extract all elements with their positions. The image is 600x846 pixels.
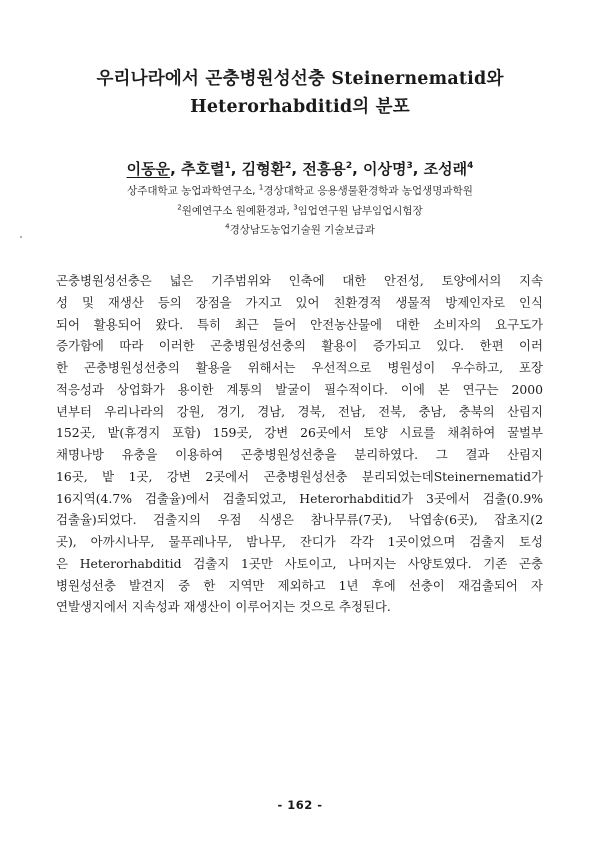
author-affiliation-mark: 4 (467, 161, 474, 171)
abstract-line: 성 및 재생산 등의 장점을 가지고 있어 친환경적 생물적 방제인자로 인식 (56, 294, 543, 310)
abstract-line: 한 곤충병원성선충의 활용을 위해서는 우선적으로 병원성이 우수하고, 포장 (56, 360, 543, 375)
abstract-line: 152곳, 밭(휴경지 포함) 159곳, 강변 26곳에서 토양 시료를 채취하여 꿀벌부 (56, 425, 543, 441)
page-number: - 162 - (277, 798, 323, 812)
author-separator: , (291, 160, 303, 178)
affiliation-text: 원예연구소 원예환경과, (181, 205, 294, 217)
abstract-line: 곳), 아까시나무, 물푸레나무, 밤나무, 잔디가 각각 1곳이었으며 검출지 토성 (56, 534, 543, 549)
abstract-line: 병원성선충 발견지 중 한 지역만 제외하고 1년 후에 선충이 재검출되어 자 (56, 577, 543, 593)
abstract-line: 증가함에 따라 이러한 곤충병원성선충의 활용이 증가되고 있다. 한편 이러 (56, 338, 543, 354)
paper-title-line-2: Heterorhabditid의 분포 (190, 97, 410, 117)
affiliation-line-1 (40, 183, 560, 199)
author-separator: , (170, 160, 181, 178)
scan-speck (20, 236, 22, 238)
affiliation-mark: 3 (293, 203, 298, 212)
affiliation-text: 임업연구원 남부임업시험장 (297, 205, 423, 217)
author-affiliation-mark: 3 (406, 161, 413, 171)
abstract-line: 되어 활용되어 왔다. 특히 최근 들어 안전농산물에 대한 소비자의 요구도가 (56, 316, 543, 332)
abstract-line: 16지역(4.7% 검출율)에서 검출되었고, Heterorhabditid가 3곳에서 검출(0.9% (56, 490, 543, 506)
affiliation-line-3 (40, 222, 560, 238)
abstract-body (56, 270, 543, 618)
abstract-line: 은 Heterorhabditid 검출지 1곳만 사토이고, 나머지는 사양토였다. 기존 곤충 (56, 555, 543, 571)
affiliation-mark: 2 (177, 203, 182, 212)
author-name: 이상명 (363, 160, 407, 178)
author-name: 추호렬 (180, 160, 225, 178)
author-affiliation-mark: 2 (285, 161, 292, 171)
abstract-line: 채명나방 유충을 이용하여 곤충병원성선충을 분리하였다. 그 결과 산림지 (56, 447, 543, 462)
author-name: 조성래 (423, 160, 468, 178)
affiliation-text: 경상남도농업기술원 기술보급과 (229, 224, 375, 236)
affiliation-line-2 (40, 203, 560, 219)
author-name: 이동운 (126, 160, 171, 178)
abstract-line: 검출율)되었다. 검출지의 우점 식생은 참나무류(7곳), 낙엽송(6곳), 잡초지(2 (56, 512, 543, 528)
affiliation-text: 경상대학교 응용생물환경학과 농업생명과학원 (263, 185, 473, 197)
author-affiliation-mark: 2 (345, 161, 353, 171)
affiliation-mark: 1 (258, 183, 264, 192)
author-name: 전흥용 (302, 160, 346, 178)
paper-title-line-1: 우리나라에서 곤충병원성선충 Steinernematid와 (96, 69, 504, 89)
abstract-line: 년부터 우리나라의 강원, 경기, 경남, 경북, 전남, 전북, 충남, 충북의 산림지 (56, 403, 543, 419)
affiliation-mark: 4 (225, 222, 230, 231)
author-separator: , (230, 160, 242, 178)
author-affiliation-mark: 1 (224, 161, 231, 171)
abstract-line: 곤충병원성선충은 넓은 기주범위와 인축에 대한 안전성, 토양에서의 지속 (56, 273, 543, 288)
author-separator: , (352, 160, 363, 178)
affiliation-text: 상주대학교 농업과학연구소, (127, 185, 259, 197)
abstract-line: 연발생지에서 지속성과 재생산이 이루어지는 것으로 추정된다. (56, 599, 391, 615)
author-name: 김형환 (241, 160, 286, 178)
author-separator: , (412, 160, 424, 178)
abstract-line: 적응성과 상업화가 용이한 계통의 발굴이 필수적이다. 이에 본 연구는 2000 (56, 381, 543, 397)
author-list (40, 158, 560, 180)
abstract-line: 16곳, 밭 1곳, 강변 2곳에서 곤충병원성선충 분리되었는데Steinernematid가 (56, 468, 543, 484)
